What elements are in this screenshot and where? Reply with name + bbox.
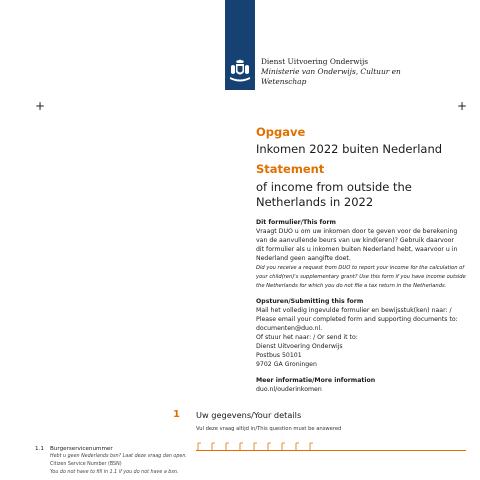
ministry-line-1: Ministerie van Onderwijs, Cultuur en	[261, 67, 401, 76]
question-label-nl: Burgerservicenummer	[50, 446, 113, 452]
form-intro-en-line: your child(ren)'s supplementary grant? Use this form if you have income outside	[256, 274, 466, 280]
address-line: Dienst Uitvoering Onderwijs	[256, 343, 343, 350]
more-info-link[interactable]: duo.nl/ouderinkomen	[256, 386, 322, 393]
title-nl-label: Opgave	[256, 125, 306, 139]
crop-mark-right: +	[457, 99, 468, 113]
question-help-nl: Hebt u geen Nederlands bsn? Laat deze vraag dan open.	[50, 454, 187, 459]
submitting-email-link[interactable]: documenten@duo.nl.	[256, 325, 323, 332]
form-intro-en-line: the Netherlands for which you do not file a tax return in the Netherlands.	[256, 283, 447, 289]
coat-of-arms-icon	[228, 58, 252, 84]
section-number: 1	[173, 409, 180, 420]
more-info-heading: Meer informatie/More information	[256, 377, 376, 384]
form-intro-nl-line: Vraagt DUO u om uw inkomen door te geven voor de berekening	[256, 228, 458, 235]
form-intro-nl-line: Nederland geen aangifte doet.	[256, 255, 351, 262]
address-line: 9702 GA Groningen	[256, 361, 317, 368]
title-en-label: Statement	[256, 162, 325, 176]
form-intro-heading: Dit formulier/This form	[256, 219, 336, 226]
org-name: Dienst Uitvoering Onderwijs	[261, 57, 369, 66]
form-intro-nl-line: dit formulier als u inkomen buiten Nederland hebt, waarvoor u in	[256, 246, 458, 253]
title-nl-text: Inkomen 2022 buiten Nederland	[256, 142, 443, 156]
section-title: Uw gegevens/Your details	[196, 410, 302, 420]
question-number: 1.1	[35, 446, 44, 452]
form-intro-en-line: Did you receive a request from DUO to report your income for the calculation of	[256, 265, 465, 271]
submitting-line: Please email your completed form and supporting documents to:	[256, 316, 458, 323]
question-label-en: Citizen Service Number (BSN)	[50, 462, 122, 467]
section-note: Vul deze vraag altijd in/This question must be answered	[196, 426, 342, 432]
crop-mark-left: +	[35, 99, 46, 113]
question-help-en: You do not have to fill in 1.1 if you do not have a bsn.	[50, 470, 179, 475]
answer-line	[196, 450, 466, 451]
ministry-line-2: Wetenschap	[261, 77, 307, 86]
title-en-line-1: of income from outside the	[256, 180, 412, 194]
submitting-line: Of stuur het naar: / Or send it to:	[256, 334, 358, 341]
form-intro-nl-line: van de aanvullende beurs van uw kind(eren)? Gebruik daarvoor	[256, 237, 454, 244]
title-en-line-2: Netherlands in 2022	[256, 195, 374, 209]
address-line: Postbus 50101	[256, 352, 302, 359]
submitting-line: Mail het volledig ingevulde formulier en bewijsstuk(ken) naar: /	[256, 307, 452, 314]
submitting-heading: Opsturen/Submitting this form	[256, 298, 364, 305]
